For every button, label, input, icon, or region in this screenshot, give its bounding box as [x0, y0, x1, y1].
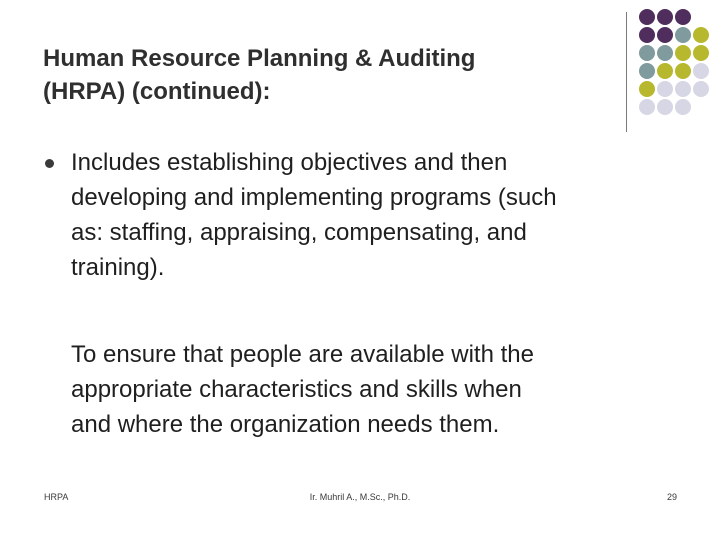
decorative-dot [639, 81, 655, 97]
decorative-dot [675, 45, 691, 61]
bullet-text [71, 145, 557, 285]
footer-left-text: HRPA [44, 492, 69, 502]
decorative-dot [639, 9, 655, 25]
bullet-line-2: developing and implementing programs (such [71, 184, 557, 211]
decorative-dot [693, 27, 709, 43]
paragraph-line-3: and where the organization needs them. [71, 411, 500, 438]
decorative-dot [639, 27, 655, 43]
slide-title-line-1: Human Resource Planning & Auditing [43, 45, 476, 72]
bullet-dot-icon [45, 159, 54, 168]
paragraph-line-1: To ensure that people are available with the [71, 341, 534, 368]
decorative-dot [693, 45, 709, 61]
bullet-line-4: training). [71, 254, 165, 281]
decorative-dot [657, 45, 673, 61]
bullet-line-3: as: staffing, appraising, compensating, and [71, 219, 527, 246]
decorative-dot [639, 45, 655, 61]
paragraph-line-2: appropriate characteristics and skills when [71, 376, 522, 403]
decorative-dot [693, 63, 709, 79]
decorative-dot [639, 99, 655, 115]
decorative-dot [675, 99, 691, 115]
decorative-dot [675, 27, 691, 43]
decorative-dot [657, 81, 673, 97]
bullet-line-1: Includes establishing objectives and then [71, 149, 508, 176]
body-paragraph [71, 337, 534, 442]
decorative-dot [657, 9, 673, 25]
decorative-dot [657, 27, 673, 43]
slide-title-line-2: (HRPA) (continued): [43, 78, 271, 105]
decorative-dot [675, 9, 691, 25]
footer-author: Ir. Muhril A., M.Sc., Ph.D. [309, 492, 411, 502]
decorative-dot [657, 63, 673, 79]
decorative-dot [639, 63, 655, 79]
decorative-dot [675, 81, 691, 97]
page-number: 29 [666, 492, 677, 502]
slide-title [43, 42, 603, 108]
vertical-divider [626, 12, 627, 132]
decorative-dot [693, 81, 709, 97]
decorative-dot [657, 99, 673, 115]
decorative-dot [675, 63, 691, 79]
